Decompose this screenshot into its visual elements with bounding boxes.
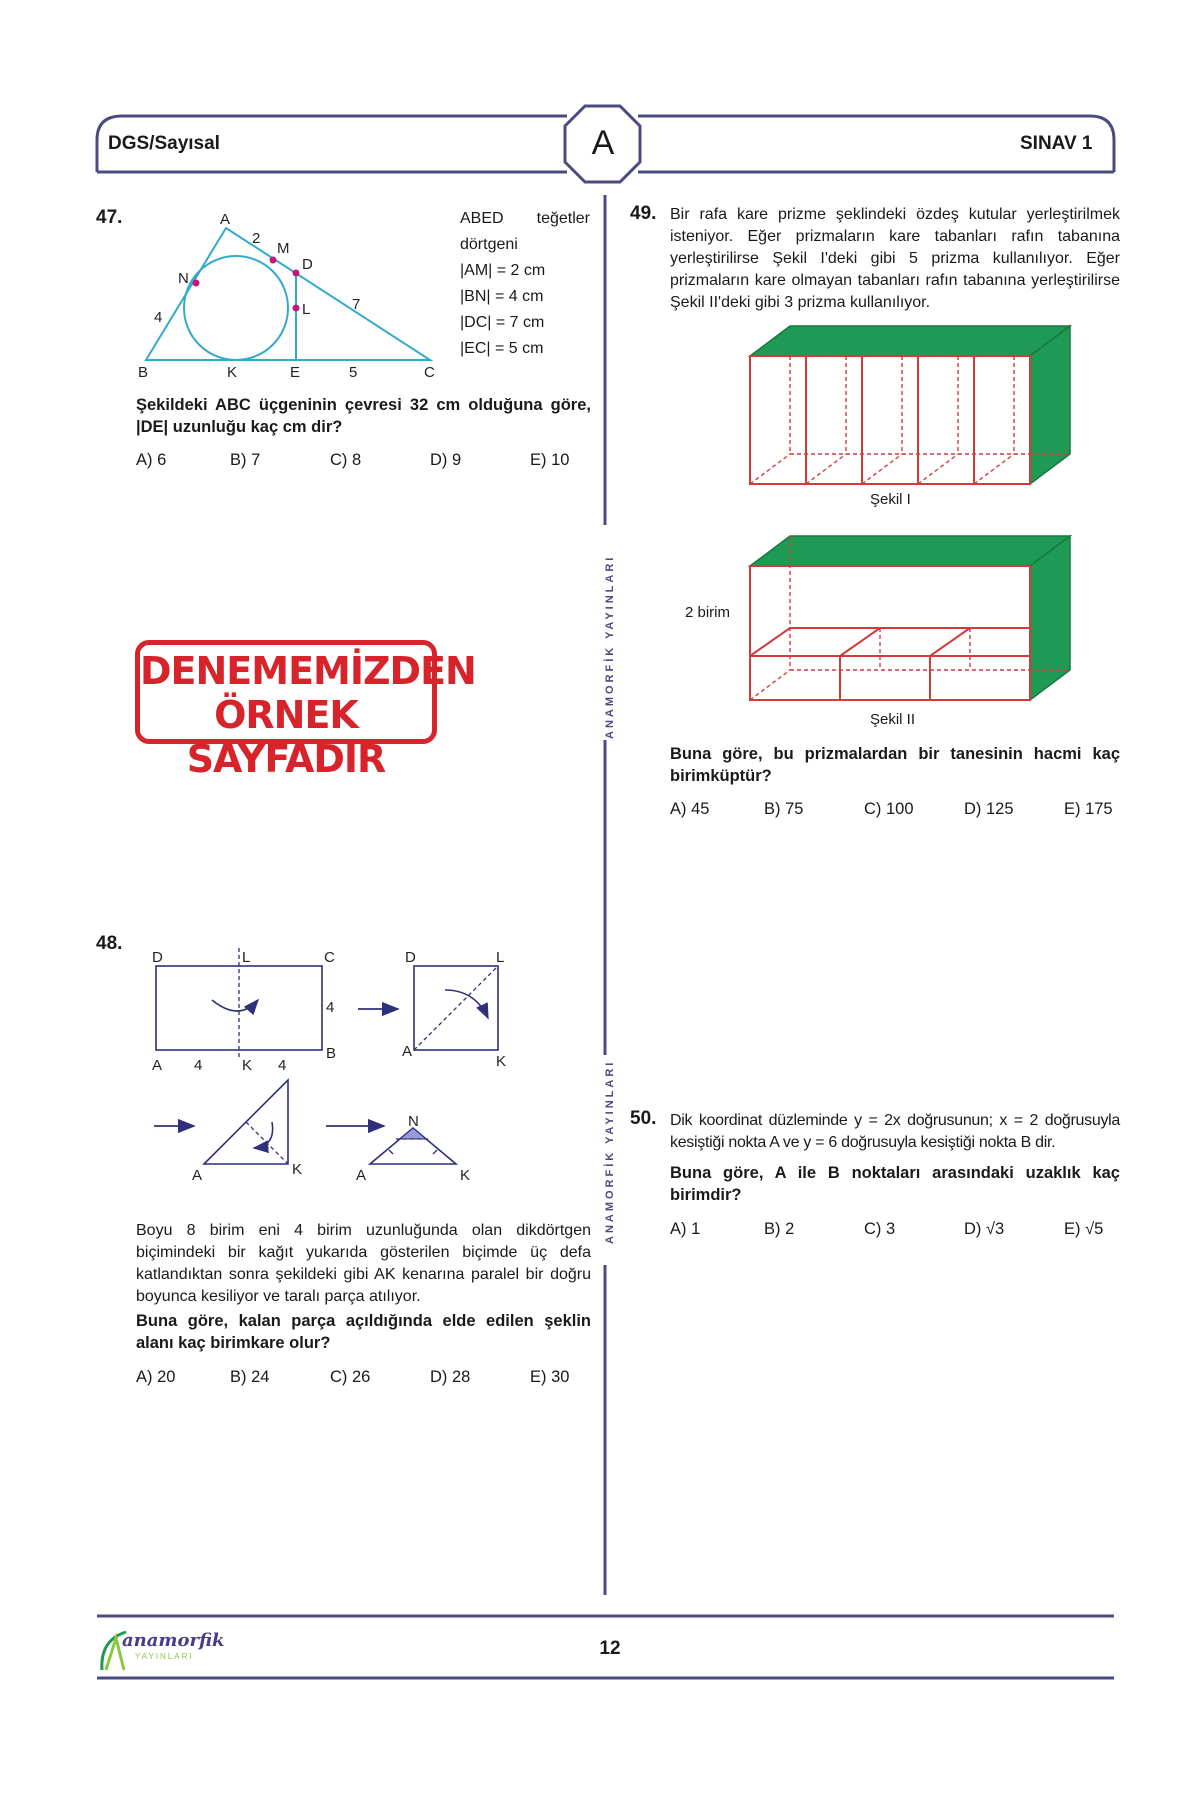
q49-option-b[interactable]: B) 75: [764, 800, 804, 818]
q50-option-e[interactable]: E) √5: [1064, 1220, 1104, 1238]
q48-number: 48.: [96, 933, 123, 954]
q49-figures: [740, 322, 1080, 722]
fig-label-4a: 4: [194, 1057, 203, 1074]
q49-text: Bir rafa kare prizme şeklindeki özdeş kutular yerleştirilmek isteniyor. Eğer prizmaların kare tabanları rafın tabanına yerleştirilirse Şekil I'deki gibi 5 prizma kullanılıyor. Eğer prizmaların kare olmayan tabanları rafın tabanına yerleştirilirse Şekil II'deki gibi 3 prizma kullanılıyor.: [670, 206, 1120, 311]
q49-option-c[interactable]: C) 100: [864, 800, 914, 818]
figure1-caption: Şekil I: [870, 491, 911, 508]
header-frame: [0, 0, 1200, 200]
page-number: 12: [599, 1638, 621, 1659]
q49-option-a[interactable]: A) 45: [670, 800, 710, 818]
q47-option-b[interactable]: B) 7: [230, 451, 261, 469]
fold-arrow-2: [445, 990, 488, 1018]
fig-label-n4: N: [408, 1113, 419, 1130]
fig-label-c1: C: [324, 949, 335, 966]
q47-info-line: |AM| = 2 cm: [460, 262, 546, 279]
q48-options: [136, 1368, 591, 1390]
fig-label-d2: D: [405, 949, 416, 966]
shelf2-front: [750, 566, 1030, 700]
q47-options: [136, 451, 591, 473]
label-a: A: [220, 211, 231, 228]
stamp-line-2: ÖRNEK SAYFADIR: [186, 693, 386, 781]
fold-line-diagonal: [414, 966, 498, 1050]
figure2-caption: Şekil II: [870, 711, 916, 728]
q50-option-b[interactable]: B) 2: [764, 1220, 795, 1238]
q47-number: 47.: [96, 207, 123, 228]
label-m: M: [277, 240, 290, 257]
incircle: [184, 256, 288, 360]
side-publisher-top: ANAMORFİK YAYINLARI: [604, 554, 616, 739]
q47-figure: [130, 205, 450, 380]
q48-question: Buna göre, kalan parça açıldığında elde edilen şeklin alanı kaç birimkare olur?: [136, 1312, 591, 1352]
q47-info-line: ABED teğetler: [460, 210, 590, 227]
label-dc: 7: [352, 296, 361, 313]
q50-option-c[interactable]: C) 3: [864, 1220, 896, 1238]
label-am: 2: [252, 230, 261, 247]
label-e: E: [290, 364, 301, 380]
q48-option-d[interactable]: D) 28: [430, 1368, 471, 1386]
q47-option-d[interactable]: D) 9: [430, 451, 462, 469]
column-divider: [595, 195, 615, 1595]
q49-number: 49.: [630, 203, 657, 224]
fig-label-k4: K: [460, 1167, 471, 1184]
fig-label-l1: L: [242, 949, 251, 966]
q47-option-c[interactable]: C) 8: [330, 451, 362, 469]
label-d: D: [302, 256, 313, 273]
q47-info-line: |EC| = 5 cm: [460, 340, 544, 357]
fig-label-d1: D: [152, 949, 163, 966]
side-publisher-bottom: ANAMORFİK YAYINLARI: [604, 1059, 616, 1244]
height-label: 2 birim: [685, 604, 731, 621]
q47-info: [460, 206, 590, 362]
fig-label-k3: K: [292, 1161, 303, 1178]
q47-info-line: |DC| = 7 cm: [460, 314, 545, 331]
label-b: B: [138, 364, 149, 380]
fig-label-l2: L: [496, 949, 505, 966]
q50-question: Buna göre, A ile B noktaları arasındaki uzaklık kaç birimdir?: [670, 1164, 1120, 1204]
footer-logo: anamorfik: [122, 1630, 225, 1651]
label-n: N: [178, 270, 189, 287]
q48-option-b[interactable]: B) 24: [230, 1368, 270, 1386]
footer-logo-sub: YAYINLARI: [135, 1652, 194, 1661]
q50-text: Dik koordinat düzleminde y = 2x doğrusunun; x = 2 doğrusuyla kesiştiği nokta A ve y = 6 doğrusuyla kesiştiği nokta B dir.: [670, 1112, 1120, 1151]
label-l: L: [302, 301, 311, 318]
q48-option-a[interactable]: A) 20: [136, 1368, 176, 1386]
fig-label-a4: A: [356, 1167, 367, 1184]
fig-label-k1: K: [242, 1057, 253, 1074]
q49-option-d[interactable]: D) 125: [964, 800, 1014, 818]
fig-label-a3: A: [192, 1167, 203, 1184]
label-c: C: [424, 364, 435, 380]
header-subject: DGS/Sayısal: [108, 133, 220, 154]
q49-option-e[interactable]: E) 175: [1064, 800, 1113, 818]
label-bn: 4: [154, 309, 163, 326]
fold-arrow-1: [212, 1000, 258, 1011]
q49-question: Buna göre, bu prizmalardan bir tanesinin hacmi kaç birimküptür?: [670, 745, 1120, 785]
fig-label-a1: A: [152, 1057, 163, 1074]
stamp-line-1: DENEMEMİZDEN: [140, 649, 476, 693]
q47-option-e[interactable]: E) 10: [530, 451, 570, 469]
fig-label-4b: 4: [278, 1057, 287, 1074]
q48-text: Boyu 8 birim eni 4 birim uzunluğunda olan dikdörtgen biçimindeki bir kağıt yukarıda gösterilen biçimde üç defa katlandıktan sonra şekildeki gibi AK kenarına paralel bir doğru boyunca kesiliyor ve taralı parça atılıyor.: [136, 1222, 591, 1305]
q47-option-a[interactable]: A) 6: [136, 451, 167, 469]
q47-info-line: dörtgeni: [460, 236, 518, 253]
form-badge: A: [591, 124, 615, 162]
shelf2-side: [1030, 536, 1070, 700]
q47-question: Şekildeki ABC üçgeninin çevresi 32 cm olduğuna göre, |DE| uzunluğu kaç cm dir?: [136, 396, 591, 436]
sample-page-stamp: [135, 640, 476, 781]
q50-option-d[interactable]: D) √3: [964, 1220, 1005, 1238]
fig-label-k2: K: [496, 1053, 507, 1070]
shelf1-top: [750, 326, 1070, 356]
q48-option-c[interactable]: C) 26: [330, 1368, 371, 1386]
point-l: [293, 305, 300, 312]
label-ec: 5: [349, 364, 358, 380]
q48-figure: [140, 940, 600, 1185]
q50-options: [670, 1220, 1120, 1242]
label-k: K: [227, 364, 238, 380]
shelf2-top: [750, 536, 1070, 566]
q50-number: 50.: [630, 1108, 657, 1129]
point-m: [270, 257, 277, 264]
point-n: [193, 280, 200, 287]
shelf1-front: [750, 356, 1030, 484]
fold-arrow-3: [254, 1122, 273, 1148]
fig-label-4c: 4: [326, 999, 335, 1016]
header-exam: SINAV 1: [1020, 133, 1093, 154]
q48-option-e[interactable]: E) 30: [530, 1368, 570, 1386]
fig-label-a2: A: [402, 1043, 413, 1060]
q47-info-line: |BN| = 4 cm: [460, 288, 544, 305]
point-d: [293, 270, 300, 277]
q50-option-a[interactable]: A) 1: [670, 1220, 701, 1238]
fig-label-b1: B: [326, 1045, 337, 1062]
q49-options: [670, 800, 1120, 822]
